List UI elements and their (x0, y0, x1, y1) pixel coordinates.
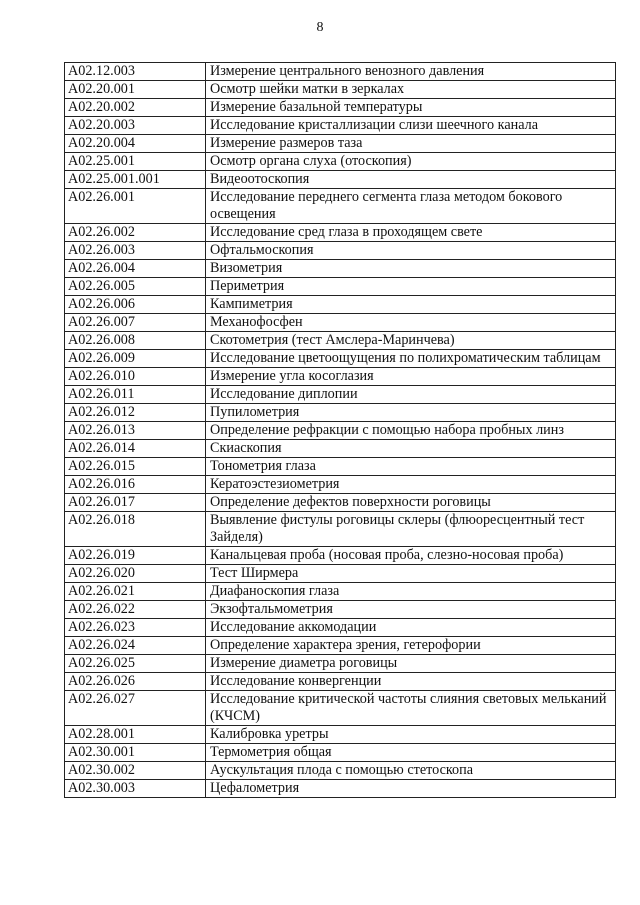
procedure-name: Определение характера зрения, гетерофории (206, 637, 616, 655)
table-row (65, 404, 616, 422)
procedure-name: Цефалометрия (206, 780, 616, 798)
procedure-code: A02.12.003 (65, 63, 206, 81)
procedure-name: Исследование аккомодации (206, 619, 616, 637)
procedure-name: Исследование сред глаза в проходящем свете (206, 224, 616, 242)
procedure-code: A02.26.022 (65, 601, 206, 619)
procedure-code: A02.26.002 (65, 224, 206, 242)
procedure-name: Периметрия (206, 278, 616, 296)
procedure-code: A02.26.021 (65, 583, 206, 601)
table-row (65, 171, 616, 189)
table-row (65, 547, 616, 565)
procedure-code: A02.20.004 (65, 135, 206, 153)
procedure-name: Кампиметрия (206, 296, 616, 314)
procedure-name: Выявление фистулы роговицы склеры (флюоресцентный тест Зайделя) (206, 512, 616, 547)
table-row (65, 386, 616, 404)
procedure-code: A02.26.013 (65, 422, 206, 440)
table-row (65, 655, 616, 673)
procedure-code: A02.26.016 (65, 476, 206, 494)
procedure-code: A02.26.001 (65, 189, 206, 224)
table-row (65, 762, 616, 780)
procedure-code: A02.26.014 (65, 440, 206, 458)
procedure-code: A02.26.010 (65, 368, 206, 386)
procedure-code: A02.26.011 (65, 386, 206, 404)
procedure-name: Измерение базальной температуры (206, 99, 616, 117)
procedure-code: A02.26.003 (65, 242, 206, 260)
table-row (65, 494, 616, 512)
procedure-code: A02.26.017 (65, 494, 206, 512)
procedure-code: A02.26.027 (65, 691, 206, 726)
procedure-name: Измерение размеров таза (206, 135, 616, 153)
procedure-name: Исследование цветоощущения по полихроматическим таблицам (206, 350, 616, 368)
procedure-code: A02.26.015 (65, 458, 206, 476)
procedure-code: A02.30.001 (65, 744, 206, 762)
procedure-code: A02.20.001 (65, 81, 206, 99)
procedure-name: Измерение диаметра роговицы (206, 655, 616, 673)
table-row (65, 350, 616, 368)
procedure-code: A02.26.026 (65, 673, 206, 691)
procedure-name: Термометрия общая (206, 744, 616, 762)
table-row (65, 673, 616, 691)
table-row (65, 260, 616, 278)
table-row (65, 63, 616, 81)
procedure-name: Исследование диплопии (206, 386, 616, 404)
procedure-code: A02.20.002 (65, 99, 206, 117)
procedure-name: Определение дефектов поверхности роговицы (206, 494, 616, 512)
table-row (65, 583, 616, 601)
table-row (65, 135, 616, 153)
procedure-code: A02.28.001 (65, 726, 206, 744)
table-row (65, 153, 616, 171)
procedure-name: Скиаскопия (206, 440, 616, 458)
procedure-name: Калибровка уретры (206, 726, 616, 744)
procedure-code: A02.30.003 (65, 780, 206, 798)
table-row (65, 189, 616, 224)
table-row (65, 368, 616, 386)
procedure-code: A02.26.004 (65, 260, 206, 278)
table-row (65, 296, 616, 314)
table-row (65, 601, 616, 619)
procedure-name: Исследование переднего сегмента глаза методом бокового освещения (206, 189, 616, 224)
table-row (65, 637, 616, 655)
procedure-name: Осмотр шейки матки в зеркалах (206, 81, 616, 99)
procedure-code: A02.26.018 (65, 512, 206, 547)
table-row (65, 476, 616, 494)
procedure-name: Измерение центрального венозного давления (206, 63, 616, 81)
procedure-code: A02.26.024 (65, 637, 206, 655)
table-row (65, 744, 616, 762)
procedure-code: A02.26.012 (65, 404, 206, 422)
procedure-name: Экзофтальмометрия (206, 601, 616, 619)
procedure-name: Пупилометрия (206, 404, 616, 422)
procedure-code: A02.26.020 (65, 565, 206, 583)
procedure-name: Исследование кристаллизации слизи шеечного канала (206, 117, 616, 135)
table-row (65, 278, 616, 296)
table-row (65, 619, 616, 637)
table-row (65, 332, 616, 350)
procedure-code: A02.26.006 (65, 296, 206, 314)
procedure-name: Офтальмоскопия (206, 242, 616, 260)
procedure-name: Визометрия (206, 260, 616, 278)
procedure-code: A02.20.003 (65, 117, 206, 135)
procedure-name: Диафаноскопия глаза (206, 583, 616, 601)
procedure-name: Аускультация плода с помощью стетоскопа (206, 762, 616, 780)
table-row (65, 780, 616, 798)
procedure-code: A02.26.008 (65, 332, 206, 350)
table-row (65, 99, 616, 117)
procedure-name: Видеоотоскопия (206, 171, 616, 189)
procedure-table (64, 62, 616, 798)
procedure-code: A02.25.001.001 (65, 171, 206, 189)
table-row (65, 565, 616, 583)
table-row (65, 314, 616, 332)
table-row (65, 422, 616, 440)
table-row (65, 458, 616, 476)
table-row (65, 440, 616, 458)
procedure-code: A02.25.001 (65, 153, 206, 171)
procedure-code: A02.26.007 (65, 314, 206, 332)
procedure-name: Канальцевая проба (носовая проба, слезно-носовая проба) (206, 547, 616, 565)
procedure-name: Скотометрия (тест Амслера-Маринчева) (206, 332, 616, 350)
procedure-name: Исследование критической частоты слияния световых мельканий (КЧСМ) (206, 691, 616, 726)
procedure-name: Кератоэстезиометрия (206, 476, 616, 494)
procedure-name: Осмотр органа слуха (отоскопия) (206, 153, 616, 171)
table-row (65, 512, 616, 547)
table-row (65, 81, 616, 99)
procedure-name: Тонометрия глаза (206, 458, 616, 476)
procedure-name: Исследование конвергенции (206, 673, 616, 691)
page-number: 8 (316, 20, 324, 35)
procedure-name: Тест Ширмера (206, 565, 616, 583)
procedure-code: A02.26.025 (65, 655, 206, 673)
procedure-code: A02.26.009 (65, 350, 206, 368)
procedure-name: Определение рефракции с помощью набора пробных линз (206, 422, 616, 440)
procedure-code: A02.26.023 (65, 619, 206, 637)
procedure-code: A02.30.002 (65, 762, 206, 780)
procedure-name: Механофосфен (206, 314, 616, 332)
procedure-code: A02.26.005 (65, 278, 206, 296)
procedure-name: Измерение угла косоглазия (206, 368, 616, 386)
table-row (65, 242, 616, 260)
table-row (65, 726, 616, 744)
table-row (65, 224, 616, 242)
table-row (65, 117, 616, 135)
table-row (65, 691, 616, 726)
procedure-code: A02.26.019 (65, 547, 206, 565)
